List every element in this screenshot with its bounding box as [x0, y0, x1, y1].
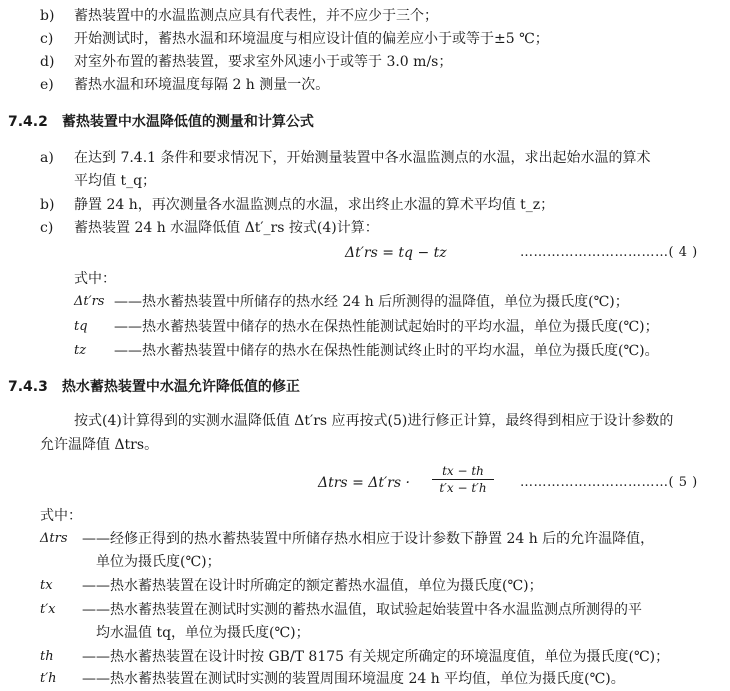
where-label: 式中：: [40, 508, 82, 524]
symbol-definition: ——热水蓄热装置在测试时实测的蓄热水温值，取试验起始装置中各水温监测点所测得的平: [82, 602, 642, 618]
list-label: e): [40, 77, 54, 93]
list-item: 蓄热水温和环境温度每隔 2 h 测量一次。: [74, 77, 330, 93]
list-item: 开始测试时，蓄热水温和环境温度与相应设计值的偏差应小于或等于±5 ℃；: [74, 31, 549, 47]
fraction-bar: [432, 479, 494, 480]
symbol: Δtrs: [40, 531, 68, 546]
list-label: b): [40, 8, 55, 24]
fraction-numerator: tx − th: [442, 464, 484, 478]
section-heading-7-4-3: [8, 378, 300, 396]
section-title: 蓄热装置中水温降低值的测量和计算公式: [61, 114, 314, 130]
section-title: 热水蓄热装置中水温允许降低值的修正: [61, 379, 300, 395]
formula-4: Δt′rs = tq − tz: [345, 245, 447, 261]
symbol-definition: ——热水蓄热装置中储存的热水在保热性能测试起始时的平均水温，单位为摄氏度(℃)；: [114, 319, 659, 335]
section-number: 7.4.3: [8, 379, 48, 395]
list-label: c): [40, 220, 54, 236]
section-heading-7-4-2: [8, 113, 314, 131]
formula-number-4: ……………………………( 4 ): [520, 245, 698, 260]
list-item: 蓄热装置中的水温监测点应具有代表性，并不应少于三个；: [74, 8, 438, 24]
symbol: t′x: [40, 602, 56, 617]
formula-number-5: ……………………………( 5 ): [520, 475, 698, 490]
formula-5-lhs: Δtrs = Δt′rs ·: [318, 475, 410, 491]
symbol: Δt′rs: [74, 294, 105, 309]
list-label: c): [40, 31, 54, 47]
symbol-definition-continuation: 均水温值 tq，单位为摄氏度(℃)；: [96, 625, 310, 641]
symbol: tz: [74, 343, 87, 358]
symbol-definition: ——热水蓄热装置在设计时所确定的额定蓄热水温值，单位为摄氏度(℃)；: [82, 578, 543, 594]
symbol: tq: [74, 319, 88, 334]
symbol: t′h: [40, 671, 57, 686]
where-label: 式中：: [74, 271, 116, 287]
symbol-definition: ——热水蓄热装置中储存的热水在保热性能测试终止时的平均水温，单位为摄氏度(℃)。: [114, 343, 659, 359]
list-item: 在达到 7.4.1 条件和要求情况下，开始测量装置中各水温监测点的水温，求出起始水温的算术: [74, 150, 651, 166]
symbol-definition: ——经修正得到的热水蓄热装置中所储存热水相应于设计参数下静置 24 h 后的允许温降值，: [82, 531, 655, 547]
symbol: th: [40, 649, 54, 664]
list-item: 对室外布置的蓄热装置，要求室外风速小于或等于 3.0 m/s；: [74, 54, 453, 70]
symbol-definition: ——热水蓄热装置在测试时实测的装置周围环境温度 24 h 平均值，单位为摄氏度(℃)。: [82, 671, 625, 687]
fraction-denominator: t′x − t′h: [439, 481, 487, 495]
list-item: 蓄热装置 24 h 水温降低值 Δt′_rs 按式(4)计算：: [74, 220, 379, 236]
section-number: 7.4.2: [8, 114, 48, 130]
list-label: b): [40, 197, 55, 213]
list-label: d): [40, 54, 55, 70]
paragraph-continuation: 允许温降值 Δtrs。: [40, 437, 159, 453]
list-item: 静置 24 h，再次测量各水温监测点的水温，求出终止水温的算术平均值 t_z；: [74, 197, 555, 213]
symbol-definition: ——热水蓄热装置中所储存的热水经 24 h 后所测得的温降值，单位为摄氏度(℃)；: [114, 294, 629, 310]
symbol: tx: [40, 578, 53, 593]
list-item-continuation: 平均值 t_q；: [74, 173, 157, 189]
symbol-definition-continuation: 单位为摄氏度(℃)；: [96, 554, 221, 570]
symbol-definition: ——热水蓄热装置在设计时按 GB/T 8175 有关规定所确定的环境温度值，单位为摄氏度(℃)；: [82, 649, 670, 665]
paragraph: 按式(4)计算得到的实测水温降低值 Δt′rs 应再按式(5)进行修正计算，最终得到相应于设计参数的: [74, 413, 674, 429]
list-label: a): [40, 150, 54, 166]
formula-5-fraction: [432, 464, 494, 495]
